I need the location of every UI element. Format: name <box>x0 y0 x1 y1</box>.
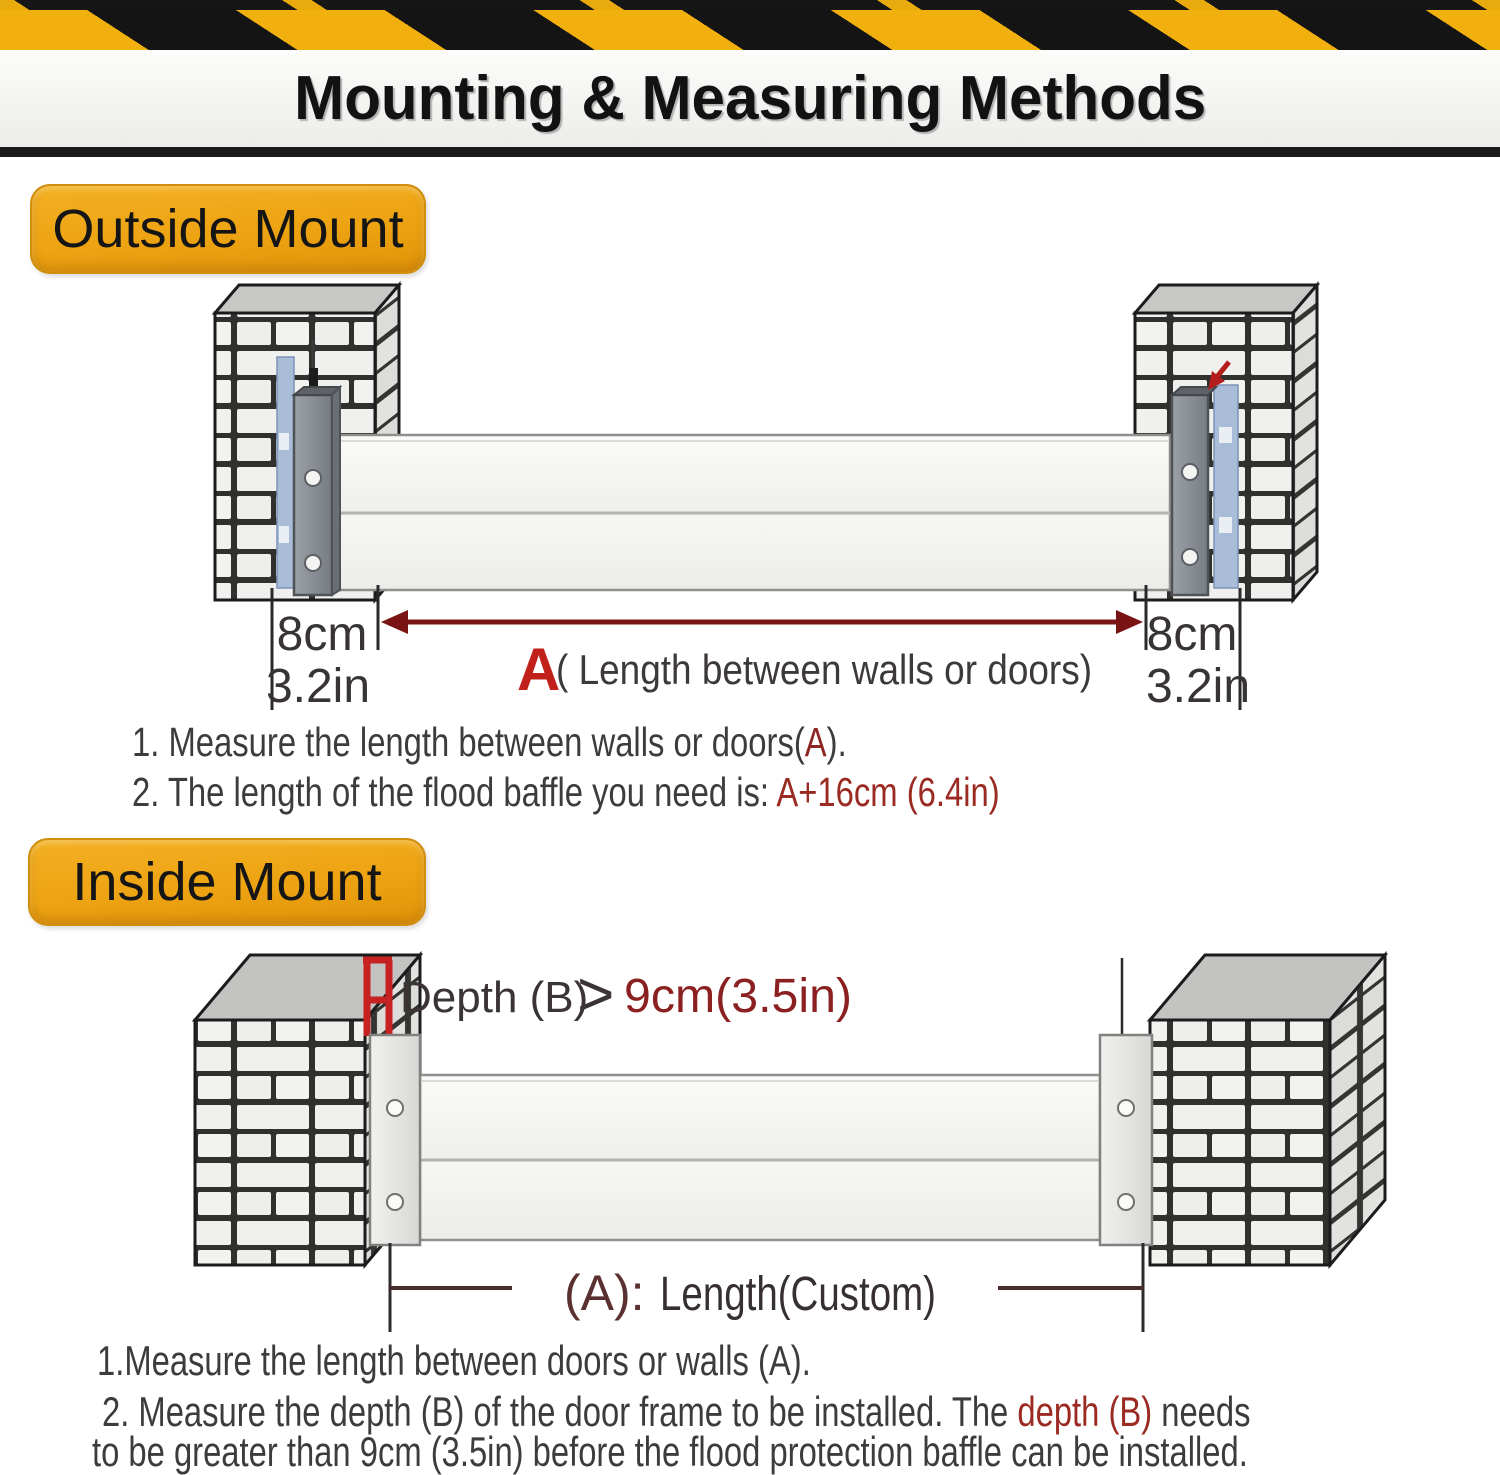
flood-baffle-panel-inside <box>420 1075 1100 1240</box>
strip-notch <box>279 526 289 543</box>
inside-measurement <box>390 1243 1143 1332</box>
span-caption: ( Length between walls or doors) <box>556 646 1092 693</box>
length-label-text: Length(Custom) <box>660 1268 936 1321</box>
depth-value: 9cm(3.5in) <box>624 970 852 1023</box>
header-banner <box>0 50 1500 147</box>
bolt-hole <box>305 555 321 571</box>
outside-measurement <box>266 585 1250 713</box>
bolt-hole <box>387 1194 403 1210</box>
span-letter-a: A <box>517 636 561 703</box>
span-arrow <box>381 610 1143 634</box>
inside-step-1: 1.Measure the length between doors or walls (A). <box>97 1337 811 1384</box>
hazard-stripe-band <box>0 10 1500 50</box>
right-offset-in: 3.2in <box>1145 660 1251 713</box>
inside-step-2-cont: to be greater than 9cm (3.5in) before the flood protection baffle can be installed. <box>92 1428 1248 1475</box>
bolt-hole <box>387 1100 403 1116</box>
header-divider <box>0 147 1500 157</box>
greater-than-sign: > <box>577 958 615 1030</box>
page-title: Mounting & Measuring Methods <box>293 64 1207 133</box>
strip-notch <box>279 433 289 450</box>
left-offset-cm: 8cm <box>276 608 368 661</box>
inside-mount-label: Inside Mount <box>28 838 426 926</box>
strip-notch <box>1219 427 1232 443</box>
inside-right-pillar <box>1150 955 1385 1265</box>
outside-mount-diagram <box>0 276 1500 720</box>
left-offset-in: 3.2in <box>265 660 371 713</box>
outside-mount-label: Outside Mount <box>30 184 426 274</box>
bolt-hole <box>1182 464 1198 480</box>
flood-baffle-panel <box>332 435 1170 590</box>
right-frame-rail <box>1100 1035 1152 1245</box>
bolt-hole <box>1118 1194 1134 1210</box>
depth-caption <box>400 958 852 1030</box>
left-frame-rail <box>370 1035 420 1245</box>
inside-mount-diagram <box>0 930 1500 1338</box>
right-seal-strip <box>1214 385 1238 588</box>
inside-step-2: 2. Measure the depth (B) of the door frame to be installed. The depth (B) needs <box>102 1388 1251 1435</box>
strip-notch <box>1219 517 1232 533</box>
hazard-stripe-top <box>0 0 1500 10</box>
bolt-hole <box>305 470 321 486</box>
left-seal-strip <box>277 357 294 588</box>
bolt-hole <box>1182 549 1198 565</box>
right-offset-cm: 8cm <box>1146 608 1238 661</box>
length-label-a: (A): <box>564 1265 645 1321</box>
outside-step-1: 1. Measure the length between walls or doors(A). <box>132 719 847 765</box>
depth-label: Depth (B) <box>400 973 589 1022</box>
bolt-hole <box>1118 1100 1134 1116</box>
outside-step-2: 2. The length of the flood baffle you need is: A+16cm (6.4in) <box>132 769 1000 815</box>
